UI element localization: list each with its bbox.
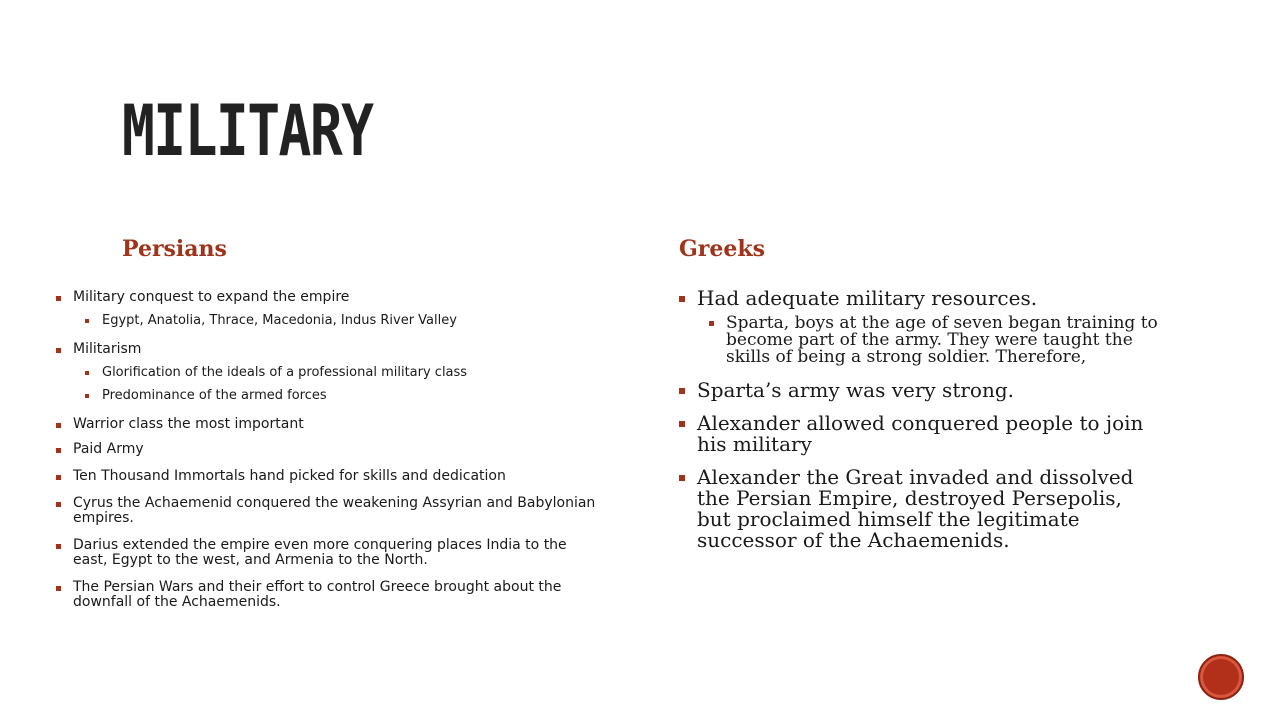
bullet-icon [56,423,61,428]
list-item: The Persian Wars and their effort to control Greece brought about the downfall of the Achaemenids. [56,580,596,610]
bullet-icon [85,394,89,398]
sub-list-item: Glorification of the ideals of a professional military class [56,365,596,380]
list-item: Darius extended the empire even more conquering places India to the east, Egypt to the west, and Armenia to the North. [56,538,596,568]
bullet-icon [679,421,685,427]
bullet-icon [56,448,61,453]
bullet-icon [56,348,61,353]
bullet-icon [709,321,714,326]
persians-heading: Persians [122,236,227,262]
list-item: Alexander allowed conquered people to join his military [679,413,1159,455]
bullet-icon [85,371,89,375]
bullet-icon [679,475,685,481]
bullet-icon [85,319,89,323]
bullet-icon [56,544,61,549]
list-item: Alexander the Great invaded and dissolved the Persian Empire, destroyed Persepolis, but proclaimed himself the legitimate successor of the Achaemenids. [679,467,1159,551]
list-item: Sparta’s army was very strong. [679,380,1159,401]
bullet-icon [56,475,61,480]
circle-logo-icon [1198,654,1244,700]
list-item: Ten Thousand Immortals hand picked for skills and dedication [56,469,596,484]
greeks-bullet-list [679,288,1159,563]
list-item: Paid Army [56,442,596,457]
list-item: Cyrus the Achaemenid conquered the weakening Assyrian and Babylonian empires. [56,496,596,526]
bullet-icon [679,388,685,394]
greeks-heading: Greeks [679,236,766,262]
bullet-icon [679,296,685,302]
bullet-icon [56,502,61,507]
list-item: Militarism [56,342,596,357]
bullet-icon [56,586,61,591]
bullet-icon [56,296,61,301]
persians-bullet-list [56,290,596,618]
list-item: Military conquest to expand the empire [56,290,596,305]
sub-list-item: Egypt, Anatolia, Thrace, Macedonia, Indus River Valley [56,313,596,328]
sub-list-item: Predominance of the armed forces [56,388,596,403]
list-item: Warrior class the most important [56,417,596,432]
sub-list-item: Sparta, boys at the age of seven began training to become part of the army. They were taught the skills of being a strong soldier. Therefore, [679,315,1159,366]
slide-title: MILITARY [122,90,373,172]
list-item: Had adequate military resources. [679,288,1159,309]
